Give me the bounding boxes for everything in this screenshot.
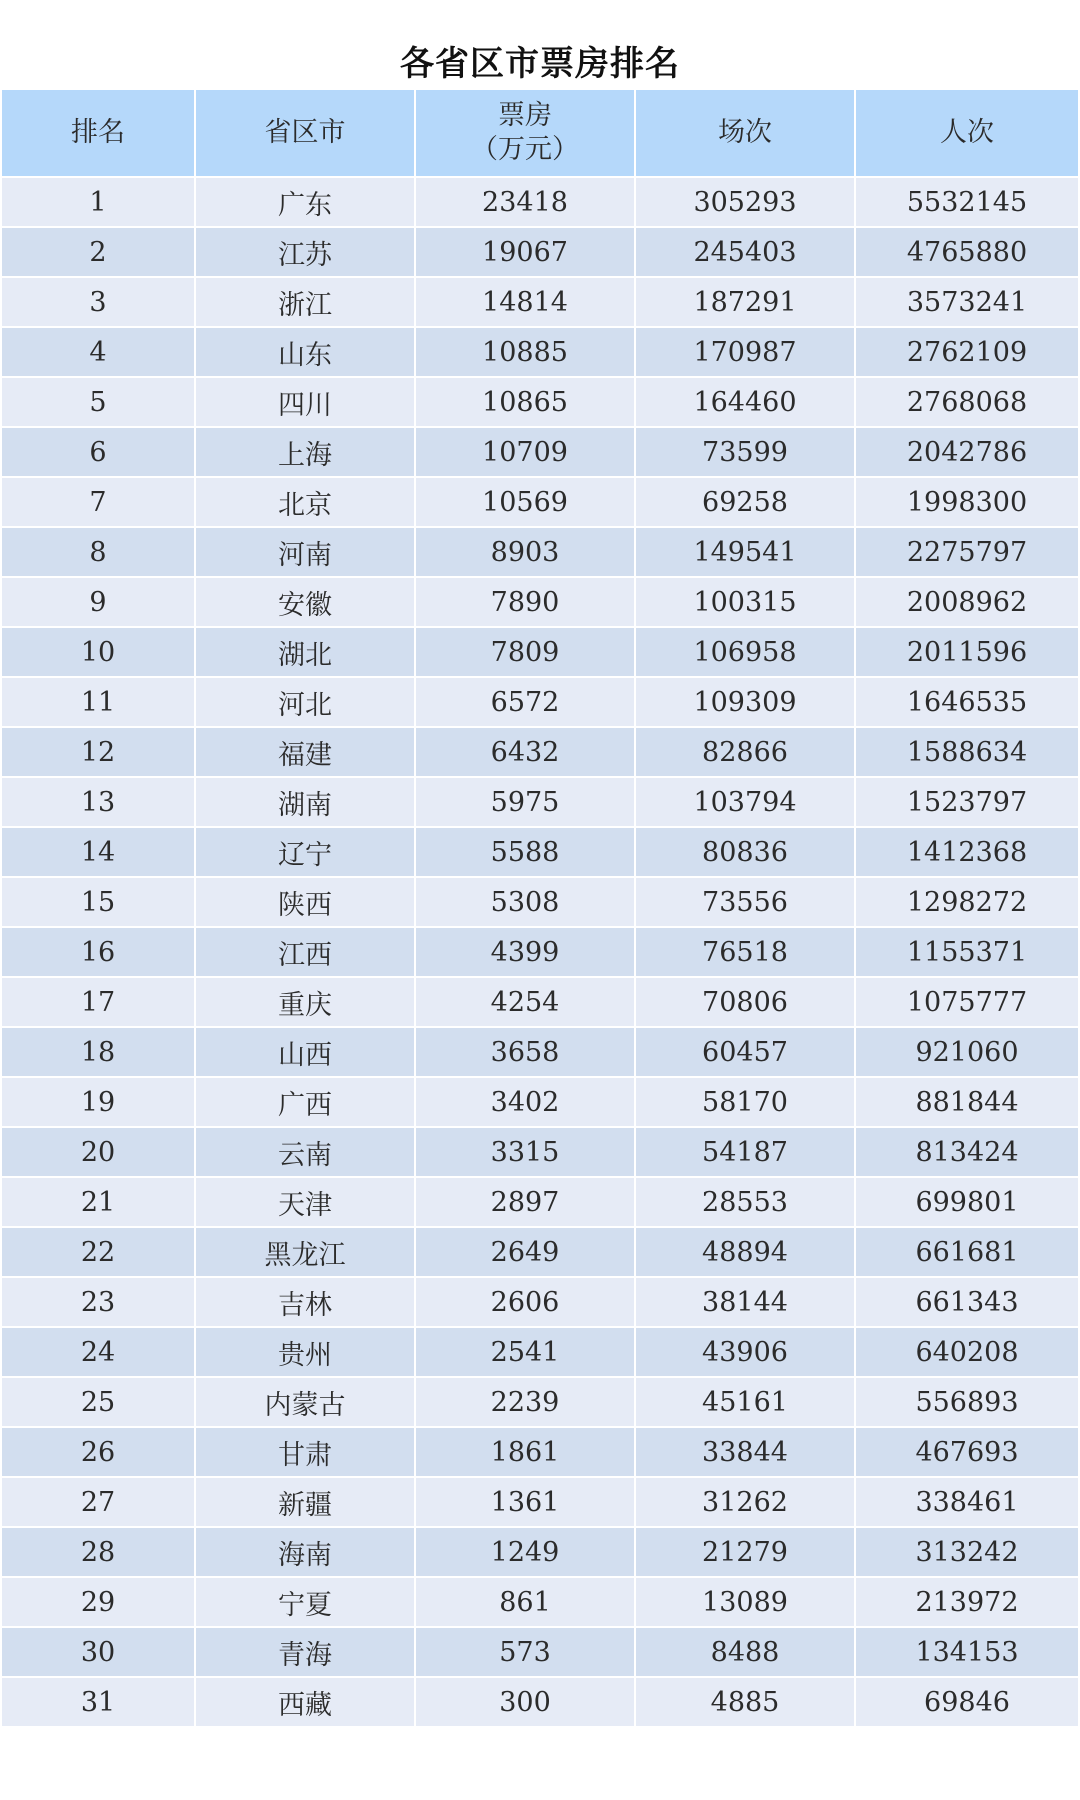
cell-rank: 18 (1, 1027, 195, 1077)
cell-rank: 26 (1, 1427, 195, 1477)
cell-rank: 14 (1, 827, 195, 877)
cell-province: 浙江 (195, 277, 415, 327)
cell-box-office: 7890 (415, 577, 635, 627)
cell-attendance: 134153 (855, 1627, 1079, 1677)
table-row (1, 677, 1079, 727)
cell-rank: 23 (1, 1277, 195, 1327)
cell-province: 上海 (195, 427, 415, 477)
cell-screenings: 21279 (635, 1527, 855, 1577)
cell-rank: 13 (1, 777, 195, 827)
table-body (1, 177, 1079, 1727)
cell-box-office: 2239 (415, 1377, 635, 1427)
table-row (1, 327, 1079, 377)
cell-screenings: 45161 (635, 1377, 855, 1427)
cell-box-office: 8903 (415, 527, 635, 577)
cell-rank: 17 (1, 977, 195, 1027)
table-row (1, 627, 1079, 677)
cell-screenings: 76518 (635, 927, 855, 977)
header-box-office-line1: 票房 (498, 100, 552, 131)
header-row (1, 89, 1079, 177)
cell-box-office: 1361 (415, 1477, 635, 1527)
cell-box-office: 19067 (415, 227, 635, 277)
cell-screenings: 31262 (635, 1477, 855, 1527)
table-row (1, 1377, 1079, 1427)
cell-province: 山东 (195, 327, 415, 377)
cell-screenings: 69258 (635, 477, 855, 527)
cell-attendance: 4765880 (855, 227, 1079, 277)
table-row (1, 1227, 1079, 1277)
cell-rank: 10 (1, 627, 195, 677)
table-row (1, 1427, 1079, 1477)
cell-screenings: 103794 (635, 777, 855, 827)
cell-attendance: 556893 (855, 1377, 1079, 1427)
table-row (1, 1127, 1079, 1177)
cell-rank: 12 (1, 727, 195, 777)
cell-attendance: 5532145 (855, 177, 1079, 227)
cell-rank: 2 (1, 227, 195, 277)
cell-box-office: 2649 (415, 1227, 635, 1277)
cell-attendance: 661343 (855, 1277, 1079, 1327)
table-row (1, 377, 1079, 427)
table-row (1, 1677, 1079, 1727)
ranking-table (0, 88, 1080, 1728)
cell-rank: 6 (1, 427, 195, 477)
cell-rank: 9 (1, 577, 195, 627)
cell-box-office: 3658 (415, 1027, 635, 1077)
header-rank: 排名 (1, 89, 195, 177)
cell-attendance: 640208 (855, 1327, 1079, 1377)
cell-box-office: 300 (415, 1677, 635, 1727)
cell-box-office: 10709 (415, 427, 635, 477)
cell-province: 吉林 (195, 1277, 415, 1327)
cell-box-office: 2606 (415, 1277, 635, 1327)
cell-province: 陕西 (195, 877, 415, 927)
cell-attendance: 921060 (855, 1027, 1079, 1077)
cell-box-office: 5588 (415, 827, 635, 877)
cell-screenings: 305293 (635, 177, 855, 227)
cell-province: 海南 (195, 1527, 415, 1577)
cell-province: 江西 (195, 927, 415, 977)
cell-screenings: 245403 (635, 227, 855, 277)
table-row (1, 1327, 1079, 1377)
cell-province: 福建 (195, 727, 415, 777)
cell-screenings: 28553 (635, 1177, 855, 1227)
cell-province: 湖南 (195, 777, 415, 827)
cell-box-office: 23418 (415, 177, 635, 227)
cell-screenings: 4885 (635, 1677, 855, 1727)
cell-attendance: 1075777 (855, 977, 1079, 1027)
table-row (1, 1477, 1079, 1527)
cell-province: 四川 (195, 377, 415, 427)
cell-screenings: 48894 (635, 1227, 855, 1277)
cell-province: 安徽 (195, 577, 415, 627)
cell-province: 云南 (195, 1127, 415, 1177)
cell-box-office: 14814 (415, 277, 635, 327)
cell-province: 新疆 (195, 1477, 415, 1527)
cell-province: 山西 (195, 1027, 415, 1077)
cell-box-office: 2541 (415, 1327, 635, 1377)
cell-attendance: 2275797 (855, 527, 1079, 577)
table-row (1, 877, 1079, 927)
cell-province: 河南 (195, 527, 415, 577)
cell-box-office: 7809 (415, 627, 635, 677)
cell-box-office: 1861 (415, 1427, 635, 1477)
cell-attendance: 1588634 (855, 727, 1079, 777)
cell-province: 北京 (195, 477, 415, 527)
cell-screenings: 33844 (635, 1427, 855, 1477)
cell-attendance: 1298272 (855, 877, 1079, 927)
cell-rank: 7 (1, 477, 195, 527)
cell-box-office: 861 (415, 1577, 635, 1627)
cell-province: 广东 (195, 177, 415, 227)
cell-attendance: 2008962 (855, 577, 1079, 627)
cell-box-office: 2897 (415, 1177, 635, 1227)
cell-box-office: 4254 (415, 977, 635, 1027)
cell-province: 江苏 (195, 227, 415, 277)
cell-attendance: 69846 (855, 1677, 1079, 1727)
cell-screenings: 100315 (635, 577, 855, 627)
table-row (1, 777, 1079, 827)
cell-province: 辽宁 (195, 827, 415, 877)
cell-attendance: 3573241 (855, 277, 1079, 327)
cell-screenings: 60457 (635, 1027, 855, 1077)
table-row (1, 977, 1079, 1027)
table-row (1, 1627, 1079, 1677)
cell-rank: 28 (1, 1527, 195, 1577)
cell-screenings: 70806 (635, 977, 855, 1027)
cell-attendance: 813424 (855, 1127, 1079, 1177)
table-row (1, 577, 1079, 627)
cell-screenings: 73556 (635, 877, 855, 927)
cell-box-office: 10569 (415, 477, 635, 527)
cell-attendance: 2762109 (855, 327, 1079, 377)
cell-attendance: 2042786 (855, 427, 1079, 477)
cell-box-office: 6572 (415, 677, 635, 727)
cell-screenings: 109309 (635, 677, 855, 727)
table-row (1, 1027, 1079, 1077)
cell-rank: 15 (1, 877, 195, 927)
cell-screenings: 54187 (635, 1127, 855, 1177)
cell-screenings: 80836 (635, 827, 855, 877)
cell-attendance: 1412368 (855, 827, 1079, 877)
cell-box-office: 4399 (415, 927, 635, 977)
cell-province: 广西 (195, 1077, 415, 1127)
cell-screenings: 8488 (635, 1627, 855, 1677)
cell-rank: 20 (1, 1127, 195, 1177)
table-row (1, 1577, 1079, 1627)
cell-province: 内蒙古 (195, 1377, 415, 1427)
cell-box-office: 3315 (415, 1127, 635, 1177)
table-row (1, 227, 1079, 277)
table-row (1, 1177, 1079, 1227)
cell-province: 湖北 (195, 627, 415, 677)
cell-rank: 1 (1, 177, 195, 227)
cell-rank: 29 (1, 1577, 195, 1627)
table-row (1, 1527, 1079, 1577)
cell-attendance: 2011596 (855, 627, 1079, 677)
cell-screenings: 149541 (635, 527, 855, 577)
header-attendance: 人次 (855, 89, 1079, 177)
cell-screenings: 164460 (635, 377, 855, 427)
table-row (1, 477, 1079, 527)
cell-rank: 16 (1, 927, 195, 977)
cell-screenings: 38144 (635, 1277, 855, 1327)
cell-attendance: 881844 (855, 1077, 1079, 1127)
table-row (1, 527, 1079, 577)
table-row (1, 177, 1079, 227)
cell-box-office: 3402 (415, 1077, 635, 1127)
cell-attendance: 1155371 (855, 927, 1079, 977)
cell-attendance: 213972 (855, 1577, 1079, 1627)
cell-box-office: 10885 (415, 327, 635, 377)
header-screenings: 场次 (635, 89, 855, 177)
page-title: 各省区市票房排名 (400, 44, 680, 84)
cell-rank: 8 (1, 527, 195, 577)
cell-rank: 22 (1, 1227, 195, 1277)
cell-rank: 27 (1, 1477, 195, 1527)
cell-screenings: 58170 (635, 1077, 855, 1127)
cell-screenings: 170987 (635, 327, 855, 377)
cell-box-office: 10865 (415, 377, 635, 427)
cell-rank: 3 (1, 277, 195, 327)
cell-province: 甘肃 (195, 1427, 415, 1477)
cell-attendance: 1523797 (855, 777, 1079, 827)
header-province: 省区市 (195, 89, 415, 177)
table-header (1, 89, 1079, 177)
cell-rank: 19 (1, 1077, 195, 1127)
cell-province: 重庆 (195, 977, 415, 1027)
table-row (1, 1277, 1079, 1327)
table-row (1, 277, 1079, 327)
cell-province: 贵州 (195, 1327, 415, 1377)
cell-attendance: 699801 (855, 1177, 1079, 1227)
table-row (1, 727, 1079, 777)
cell-province: 天津 (195, 1177, 415, 1227)
cell-box-office: 5975 (415, 777, 635, 827)
header-box-office (415, 89, 635, 177)
table-row (1, 927, 1079, 977)
cell-box-office: 573 (415, 1627, 635, 1677)
cell-screenings: 73599 (635, 427, 855, 477)
cell-rank: 11 (1, 677, 195, 727)
cell-screenings: 13089 (635, 1577, 855, 1627)
cell-box-office: 6432 (415, 727, 635, 777)
cell-screenings: 187291 (635, 277, 855, 327)
cell-rank: 4 (1, 327, 195, 377)
cell-rank: 5 (1, 377, 195, 427)
cell-attendance: 661681 (855, 1227, 1079, 1277)
cell-rank: 25 (1, 1377, 195, 1427)
cell-attendance: 1998300 (855, 477, 1079, 527)
cell-province: 青海 (195, 1627, 415, 1677)
cell-attendance: 2768068 (855, 377, 1079, 427)
cell-attendance: 467693 (855, 1427, 1079, 1477)
table-row (1, 427, 1079, 477)
cell-rank: 31 (1, 1677, 195, 1727)
cell-attendance: 338461 (855, 1477, 1079, 1527)
cell-attendance: 313242 (855, 1527, 1079, 1577)
cell-attendance: 1646535 (855, 677, 1079, 727)
table-row (1, 1077, 1079, 1127)
cell-rank: 24 (1, 1327, 195, 1377)
cell-box-office: 1249 (415, 1527, 635, 1577)
table-row (1, 827, 1079, 877)
cell-province: 河北 (195, 677, 415, 727)
cell-province: 宁夏 (195, 1577, 415, 1627)
cell-rank: 30 (1, 1627, 195, 1677)
cell-rank: 21 (1, 1177, 195, 1227)
cell-province: 黑龙江 (195, 1227, 415, 1277)
cell-box-office: 5308 (415, 877, 635, 927)
cell-screenings: 43906 (635, 1327, 855, 1377)
cell-province: 西藏 (195, 1677, 415, 1727)
header-box-office-line2: （万元） (471, 134, 579, 165)
cell-screenings: 82866 (635, 727, 855, 777)
cell-screenings: 106958 (635, 627, 855, 677)
